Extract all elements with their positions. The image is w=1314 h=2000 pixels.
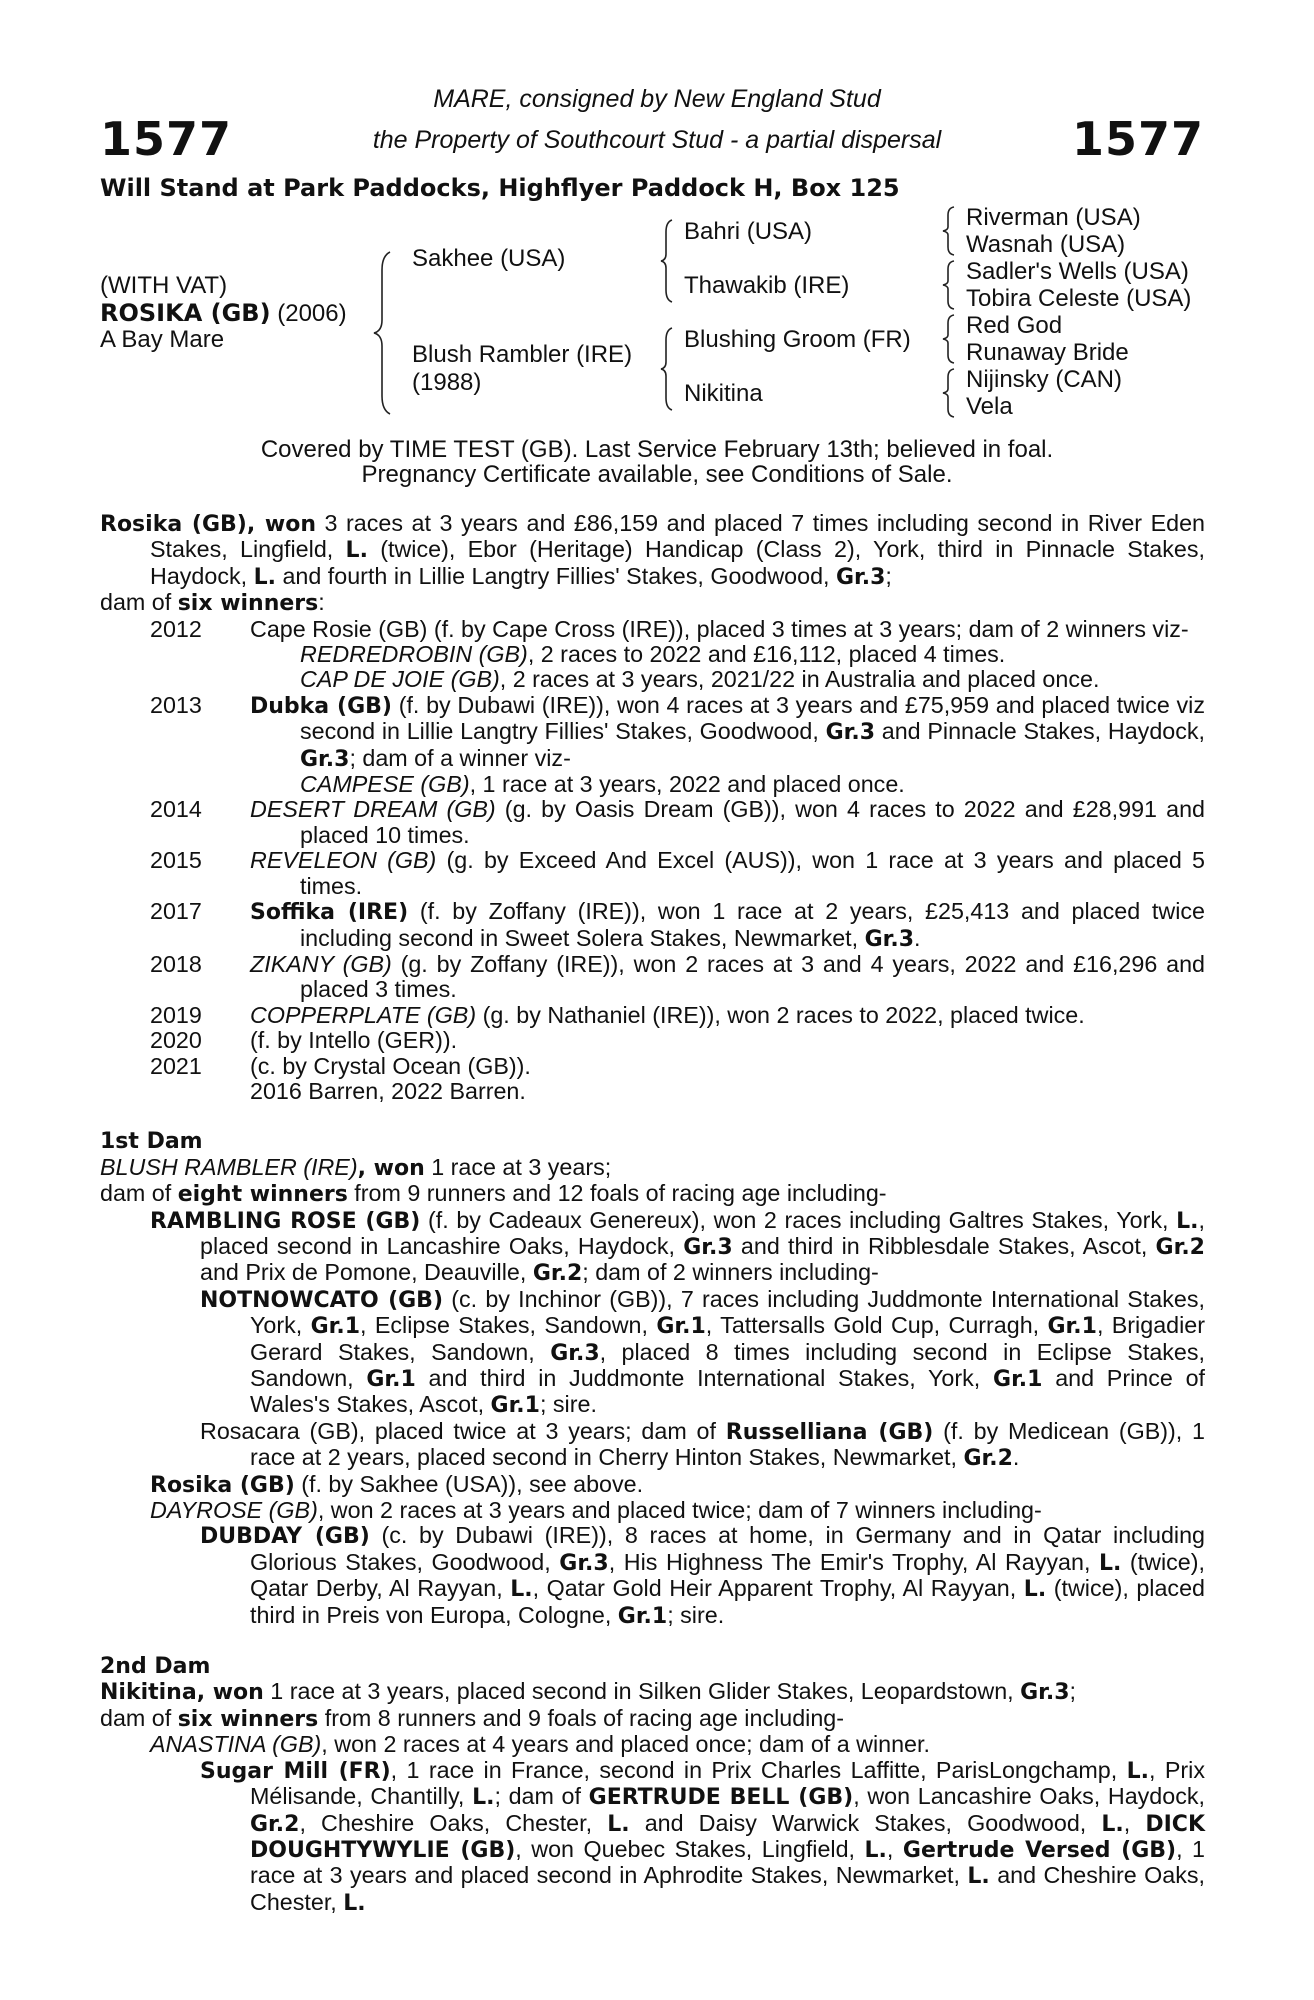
sire-dam: Thawakib (IRE): [684, 272, 850, 299]
horse-name-line: [100, 299, 347, 328]
brace-g3: [940, 313, 956, 365]
dam-sire: Blushing Groom (FR): [684, 326, 911, 353]
covered-note: Covered by TIME TEST (GB). Last Service February 13th; believed in foal.: [260, 436, 1054, 463]
lot-number-left: 1577: [100, 112, 233, 166]
brace-dam: [658, 326, 674, 412]
body-text: [100, 511, 1205, 1916]
ancestor-2: Wasnah (USA): [966, 231, 1126, 258]
sire: Sakhee (USA): [412, 245, 566, 272]
dam: Blush Rambler (IRE): [412, 341, 633, 368]
horse-year: (2006): [277, 300, 347, 327]
horse-name: ROSIKA (GB): [100, 299, 271, 327]
first-dam-record: BLUSH RAMBLER (IRE), won 1 race at 3 years;: [100, 1153, 612, 1181]
foal-entry: 2018 ZIKANY (GB) (g. by Zoffany (IRE)), won 2 races at 3 and 4 years, 2022 and £16,296 and placed 3 times.: [150, 950, 1205, 1003]
ancestor-1: Riverman (USA): [966, 204, 1141, 231]
horse-description: A Bay Mare: [100, 326, 225, 353]
brace-sire: [658, 218, 674, 304]
produce-winner: REDREDROBIN (GB), 2 races to 2022 and £16,112, placed 4 times.: [300, 641, 1006, 668]
progeny-sugar-mill: Sugar Mill (FR), 1 race in France, second in Prix Charles Laffitte, ParisLongchamp, L., Prix Mélisande, Chantilly, L.; dam of GERTRUDE BELL (GB), won Lancashire Oaks, Haydock, Gr.2, Cheshire Oaks, Chester, L. and Daisy Warwick Stakes, Goodwood, L., DICK DOUGHTYWYLIE (GB), won Quebec Stakes, Lingfield, L., Gertrude Versed (GB), 1 race at 3 years and placed second in Aphrodite Stakes, Newmarket, L. and Cheshire Oaks, Chester, L.: [200, 1756, 1206, 1916]
progeny-rambling-rose: RAMBLING ROSE (GB) (f. by Cadeaux Genereux), won 2 races including Galtres Stakes, York, L., placed second in Lancashire Oaks, Haydock, Gr.3 and third in Ribblesdale Stakes, Ascot, Gr.2 and Prix de Pomone, Deauville, Gr.2; dam of 2 winners including-: [150, 1206, 1206, 1287]
brace-main: [370, 250, 394, 416]
foal-entry: 2013 Dubka (GB) (f. by Dubawi (IRE)), won 4 races at 3 years and £75,959 and placed twice viz second in Lillie Langtry Fillies' Stakes, Goodwood, Gr.3 and Pinnacle Stakes, Haydock, Gr.3; dam of a winner viz-: [150, 691, 1205, 772]
property-line: the Property of Southcourt Stud - a partial dispersal: [372, 126, 942, 154]
brace-g4: [940, 367, 956, 419]
first-dam-produce: dam of eight winners from 9 runners and 12 foals of racing age including-: [100, 1180, 887, 1208]
stand-location: Will Stand at Park Paddocks, Highflyer Paddock H, Box 125: [100, 174, 900, 202]
ancestor-5: Red God: [966, 312, 1063, 339]
progeny-anastina: ANASTINA (GB), won 2 races at 4 years and placed once; dam of a winner.: [150, 1731, 930, 1758]
ancestor-3: Sadler's Wells (USA): [966, 258, 1189, 285]
dam-dam: Nikitina: [684, 380, 763, 407]
second-dam-record: Nikitina, won 1 race at 3 years, placed second in Silken Glider Stakes, Leopardstown, Gr.3;: [100, 1678, 1077, 1706]
barren-note: 2016 Barren, 2022 Barren.: [250, 1077, 526, 1104]
ancestor-7: Nijinsky (CAN): [966, 366, 1122, 393]
foal-entry: 2020 (f. by Intello (GER)).: [150, 1027, 458, 1054]
vat-note: (WITH VAT): [100, 272, 228, 299]
brace-g1: [940, 205, 956, 257]
progeny-rosika: Rosika (GB) (f. by Sakhee (USA)), see above.: [150, 1470, 644, 1498]
dam-year: (1988): [412, 369, 482, 396]
progeny-rosacara: Rosacara (GB), placed twice at 3 years; dam of Russelliana (GB) (f. by Medicean (GB)), 1 race at 2 years, placed second in Cherry Hinton Stakes, Newmarket, Gr.2.: [200, 1417, 1205, 1472]
mare-record: Rosika (GB), won 3 races at 3 years and £86,159 and placed 7 times including second in River Eden Stakes, Lingfield, L. (twice), Ebor (Heritage) Handicap (Class 2), York, third in Pinnacle Stakes, Haydock, L. and fourth in Lillie Langtry Fillies' Stakes, Goodwood, Gr.3;: [100, 510, 1206, 590]
ancestor-8: Vela: [966, 393, 1013, 420]
produce-winner: CAP DE JOIE (GB), 2 races at 3 years, 2021/22 in Australia and placed once.: [300, 666, 1100, 693]
foal-entry: 2012 Cape Rosie (GB) (f. by Cape Cross (IRE)), placed 3 times at 3 years; dam of 2 winners viz-: [150, 615, 1189, 642]
second-dam-produce: dam of six winners from 8 runners and 9 foals of racing age including-: [100, 1704, 845, 1732]
foal-entry: 2014 DESERT DREAM (GB) (g. by Oasis Dream (GB)), won 4 races to 2022 and £28,991 and placed 10 times.: [150, 796, 1205, 848]
pregnancy-note: Pregnancy Certificate available, see Conditions of Sale.: [361, 461, 953, 488]
lot-number-right: 1577: [1071, 112, 1204, 166]
first-dam-heading: 1st Dam: [100, 1129, 203, 1155]
mare-dam-of: dam of six winners:: [100, 589, 325, 617]
produce-winner: CAMPESE (GB), 1 race at 3 years, 2022 and placed once.: [300, 771, 905, 798]
foal-entry: 2021 (c. by Crystal Ocean (GB)).: [150, 1052, 531, 1079]
foal-entry: 2019 COPPERPLATE (GB) (g. by Nathaniel (IRE)), won 2 races to 2022, placed twice.: [150, 1001, 1085, 1028]
foal-entry: 2015 REVELEON (GB) (g. by Exceed And Excel (AUS)), won 1 race at 3 years and placed 5 times.: [150, 847, 1205, 899]
brace-g2: [940, 259, 956, 311]
second-dam-heading: 2nd Dam: [100, 1654, 211, 1680]
ancestor-4: Tobira Celeste (USA): [966, 285, 1192, 312]
progeny-dubday: DUBDAY (GB) (c. by Dubawi (IRE)), 8 races at home, in Germany and in Qatar including Glorious Stakes, Goodwood, Gr.3, His Highness The Emir's Trophy, Al Rayyan, L. (twice), Qatar Derby, Al Rayyan, L., Qatar Gold Heir Apparent Trophy, Al Rayyan, L. (twice), placed third in Preis von Europa, Cologne, Gr.1; sire.: [200, 1522, 1205, 1629]
ancestor-6: Runaway Bride: [966, 339, 1129, 366]
foal-entry: 2017 Soffika (IRE) (f. by Zoffany (IRE)), won 1 race at 2 years, £25,413 and placed twice including second in Sweet Solera Stakes, Newmarket, Gr.3.: [150, 898, 1205, 952]
consignor-line: MARE, consigned by New England Stud: [433, 85, 881, 113]
progeny-notnowcato: NOTNOWCATO (GB) (c. by Inchinor (GB)), 7 races including Juddmonte International Stakes, York, Gr.1, Eclipse Stakes, Sandown, Gr.1, Tattersalls Gold Cup, Curragh, Gr.1, Brigadier Gerard Stakes, Sandown, Gr.3, placed 8 times including second in Eclipse Stakes, Sandown, Gr.1 and third in Juddmonte International Stakes, York, Gr.1 and Prince of Wales's Stakes, Ascot, Gr.1; sire.: [200, 1285, 1205, 1419]
sire-sire: Bahri (USA): [684, 218, 813, 245]
progeny-dayrose: DAYROSE (GB), won 2 races at 3 years and placed twice; dam of 7 winners including-: [150, 1497, 1042, 1524]
